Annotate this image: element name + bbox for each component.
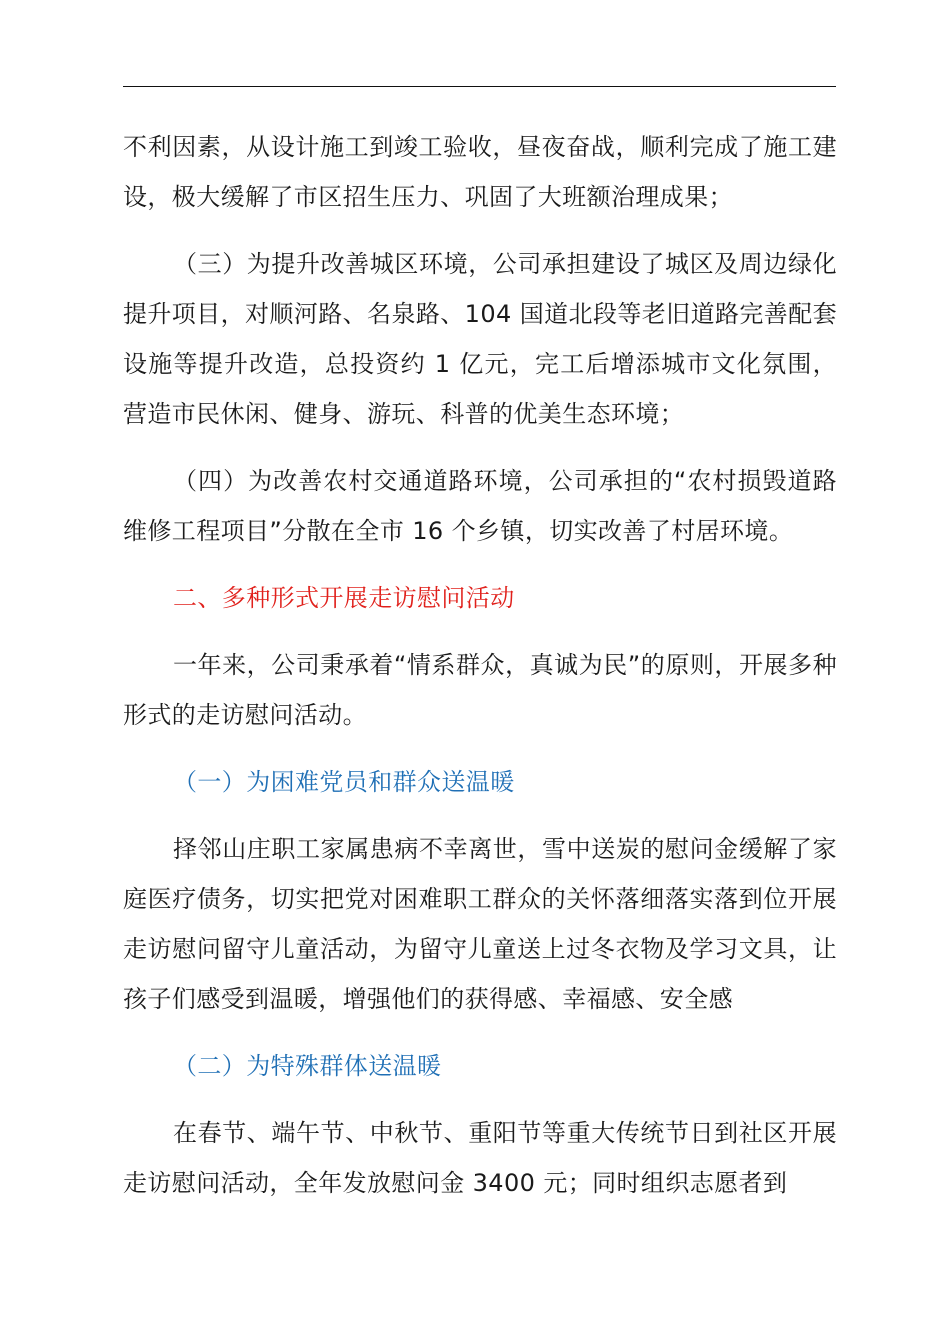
paragraph-needy-members: 择邻山庄职工家属患病不幸离世，雪中送炭的慰问金缓解了家庭医疗债务，切实把党对困难职工群众的关怀落细落实落到位开展走访慰问留守儿童活动，为留守儿童送上过冬衣物及学习文具，让孩子们感受到温暖，增强他们的获得感、幸福感、安全感: [123, 835, 837, 1013]
paragraph-urban-environment: （三）为提升改善城区环境，公司承担建设了城区及周边绿化提升项目，对顺河路、名泉路、104 国道北段等老旧道路完善配套设施等提升改造，总投资约 1 亿元，完工后增添城市文化氛围，营造市民休闲、健身、游玩、科普的优美生态环境；: [123, 250, 837, 428]
paragraph-visits-intro: 一年来，公司秉承着“情系群众，真诚为民”的原则，开展多种形式的走访慰问活动。: [123, 651, 837, 729]
subheading-needy-members: （一）为困难党员和群众送温暖: [173, 768, 515, 796]
header-rule: [123, 86, 836, 87]
document-body: [123, 122, 837, 1208]
paragraph-rural-roads: （四）为改善农村交通道路环境，公司承担的“农村损毁道路维修工程项目”分散在全市 16 个乡镇，切实改善了村居环境。: [123, 467, 837, 545]
paragraph-continuation: 不利因素，从设计施工到竣工验收，昼夜奋战，顺利完成了施工建设，极大缓解了市区招生压力、巩固了大班额治理成果；: [123, 133, 837, 211]
section-heading-visits: 二、多种形式开展走访慰问活动: [173, 584, 515, 612]
paragraph-special-groups: 在春节、端午节、中秋节、重阳节等重大传统节日到社区开展走访慰问活动，全年发放慰问金 3400 元；同时组织志愿者到: [123, 1119, 837, 1197]
subheading-special-groups: （二）为特殊群体送温暖: [173, 1052, 442, 1080]
